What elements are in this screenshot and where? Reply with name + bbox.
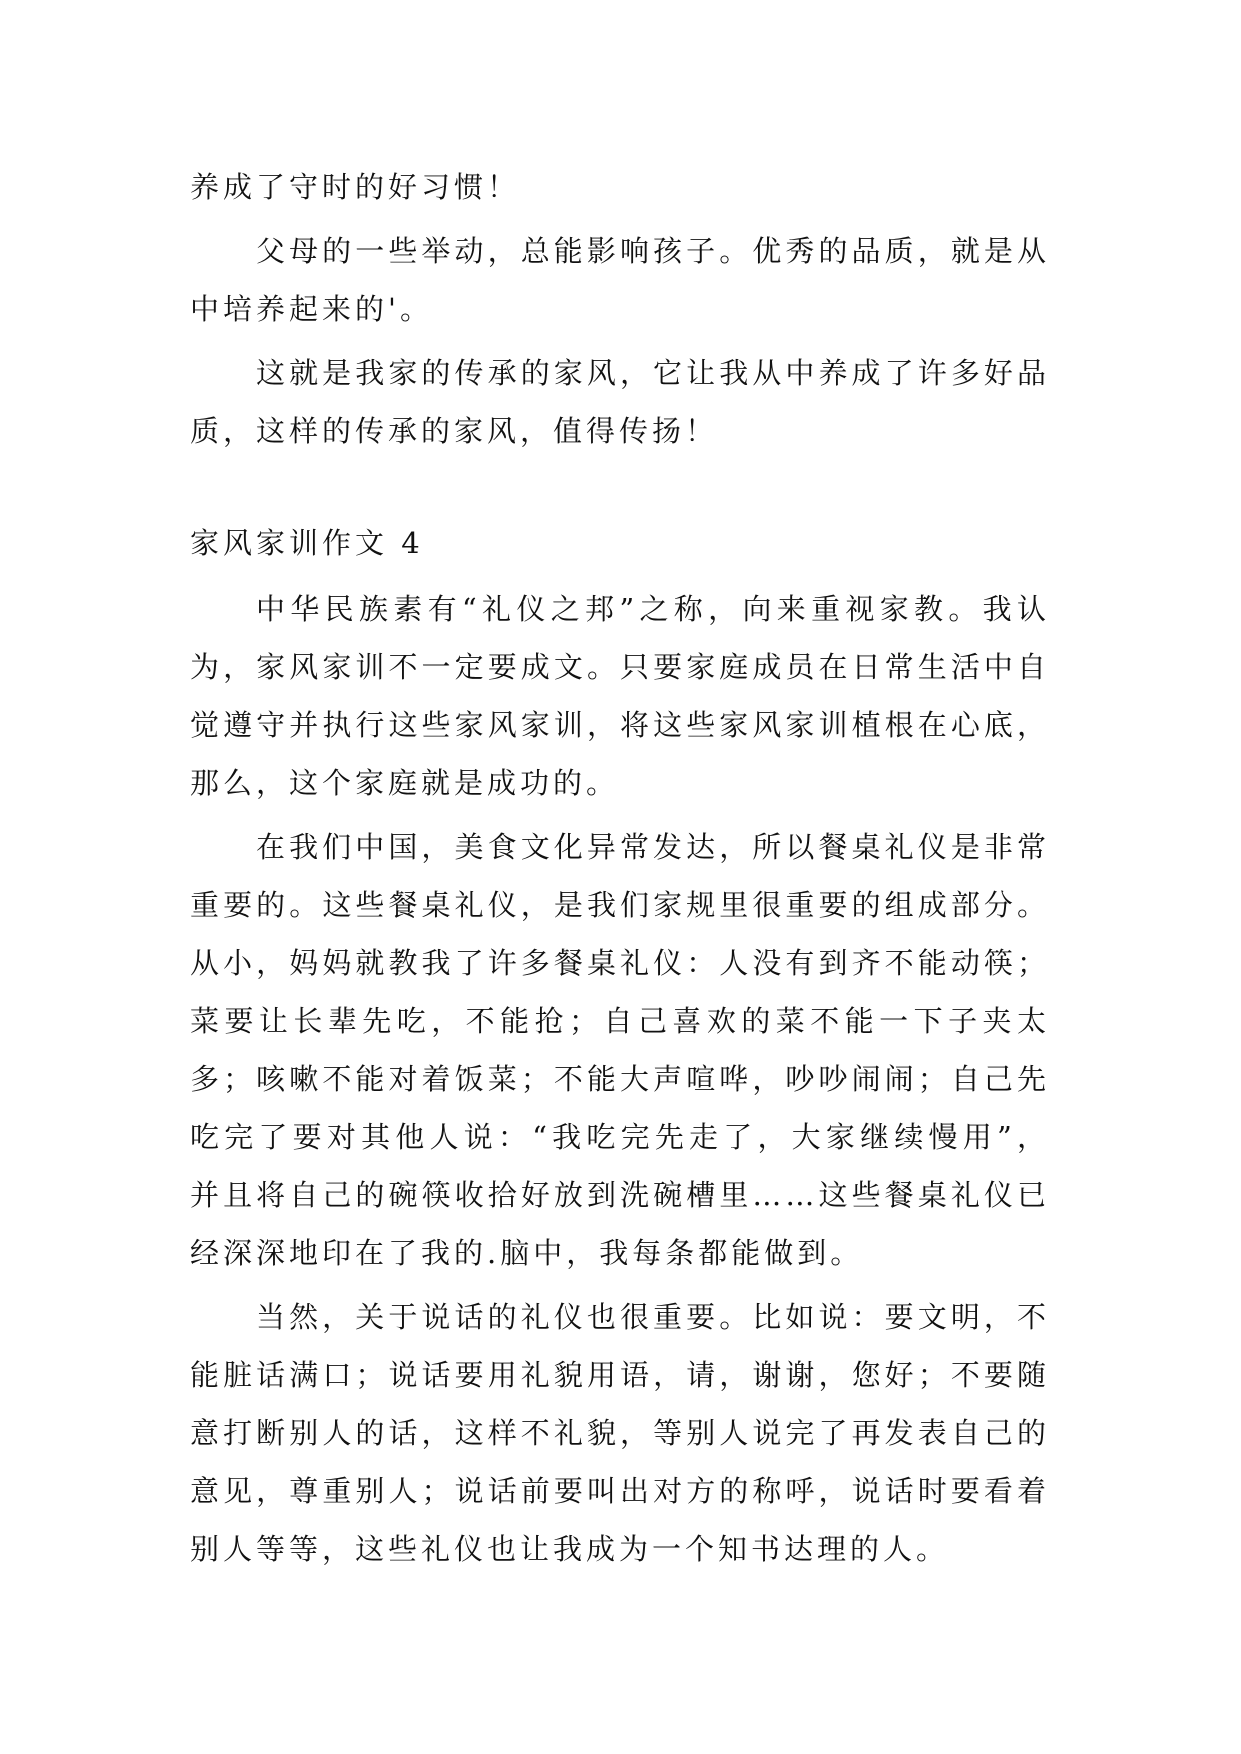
document-body: [190, 158, 1050, 1584]
paragraph: 这就是我家的传承的家风，它让我从中养成了许多好品质，这样的传承的家风，值得传扬！: [190, 356, 1050, 448]
section-title: 家风家训作文 4: [190, 526, 424, 560]
paragraph: 父母的一些举动，总能影响孩子。优秀的品质，就是从中培养起来的'。: [190, 234, 1050, 326]
paragraph: 当然，关于说话的礼仪也很重要。比如说：要文明，不能脏话满口；说话要用礼貌用语，请，谢谢，您好；不要随意打断别人的话，这样不礼貌，等别人说完了再发表自己的意见，尊重别人；说话前要叫出对方的称呼，说话时要看着别人等等，这些礼仪也让我成为一个知书达理的人。: [190, 1300, 1050, 1566]
paragraph: 在我们中国，美食文化异常发达，所以餐桌礼仪是非常重要的。这些餐桌礼仪，是我们家规里很重要的组成部分。从小，妈妈就教我了许多餐桌礼仪：人没有到齐不能动筷；菜要让长辈先吃，不能抢；自己喜欢的菜不能一下子夹太多；咳嗽不能对着饭菜；不能大声喧哗，吵吵闹闹；自己先吃完了要对其他人说：“我吃完先走了，大家继续慢用”，并且将自己的碗筷收拾好放到洗碗槽里……这些餐桌礼仪已经深深地印在了我的.脑中，我每条都能做到。: [190, 830, 1050, 1270]
paragraph-continuation: 养成了守时的好习惯！: [190, 170, 521, 204]
paragraph: 中华民族素有“礼仪之邦”之称，向来重视家教。我认为，家风家训不一定要成文。只要家庭成员在日常生活中自觉遵守并执行这些家风家训，将这些家风家训植根在心底，那么，这个家庭就是成功的。: [190, 592, 1050, 800]
